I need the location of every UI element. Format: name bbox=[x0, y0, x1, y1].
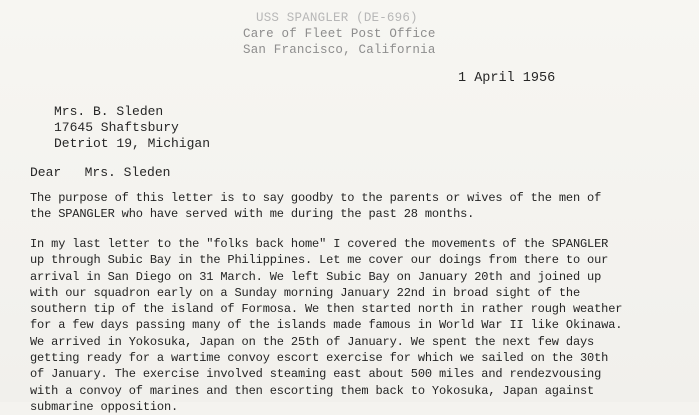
paragraph-line: arrival in San Diego on 31 March. We left Subic Bay on January 20th and joined up bbox=[30, 269, 602, 284]
paragraph-line: southern tip of the island of Formosa. We then started north in rather rough weather bbox=[30, 302, 623, 317]
recipient-address bbox=[54, 104, 210, 152]
letterhead-ship-name: USS SPANGLER (DE-696) bbox=[256, 11, 418, 25]
recipient-name: Mrs. B. Sleden bbox=[54, 104, 164, 119]
paragraph-line: up through Subic Bay in the Philippines. Let me cover our doings from there to our bbox=[30, 253, 609, 268]
letterhead bbox=[243, 10, 443, 58]
paragraph-line: In my last letter to the "folks back home" I covered the movements of the SPANGLER bbox=[30, 237, 609, 251]
paragraph-1 bbox=[30, 190, 601, 223]
paragraph-2 bbox=[30, 236, 622, 415]
letterhead-post-office: Care of Fleet Post Office bbox=[243, 27, 436, 41]
paragraph-line: the SPANGLER who have served with me during the past 28 months. bbox=[30, 207, 475, 222]
paragraph-line: with a convoy of marines and then escorting them back to Yokosuka, Japan against bbox=[30, 383, 595, 398]
letterhead-city: San Francisco, California bbox=[243, 43, 436, 57]
paragraph-line: submarine opposition. bbox=[30, 399, 179, 414]
paragraph-line: We arrived in Yokosuka, Japan on the 25th of January. We spent the next few days bbox=[30, 334, 595, 349]
paragraph-line: The purpose of this letter is to say goodby to the parents or wives of the men of bbox=[30, 191, 602, 205]
paragraph-line: for a few days passing many of the islands made famous in World War II like Okinawa. bbox=[30, 318, 623, 333]
recipient-street: 17645 Shaftsbury bbox=[54, 120, 179, 135]
salutation: Dear Mrs. Sleden bbox=[30, 165, 171, 180]
recipient-city: Detriot 19, Michigan bbox=[54, 136, 211, 151]
paragraph-line: of January. The exercise involved steaming east about 500 miles and rendezvousing bbox=[30, 367, 602, 382]
letter-date: 1 April 1956 bbox=[458, 71, 556, 86]
paragraph-line: getting ready for a wartime convoy escort exercise for which we sailed on the 30th bbox=[30, 351, 609, 366]
paragraph-line: with our squadron early on a Sunday morning January 22nd in broad sight of the bbox=[30, 285, 580, 300]
